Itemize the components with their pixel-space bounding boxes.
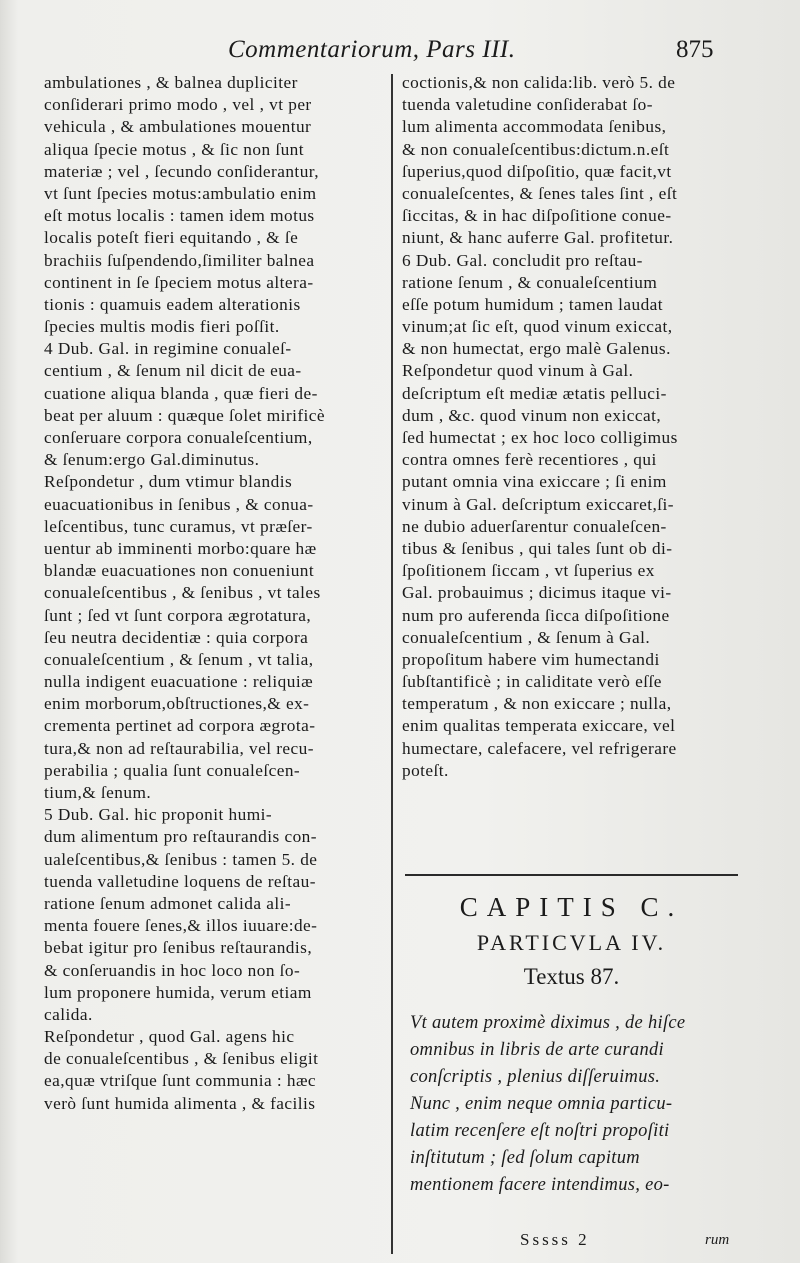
text-line: niunt, & hanc auferre Gal. profitetur. <box>402 228 674 248</box>
text-line: perabilia ; qualia ſunt conualeſcen- <box>44 760 301 780</box>
text-line: bebat igitur pro ſenibus reſtaurandis, <box>44 938 313 958</box>
text-line: & non humectat, ergo malè Galenus. <box>402 339 671 359</box>
text-line: euacuationibus in ſenibus , & conua- <box>44 494 314 514</box>
text-line: & conſeruandis in hoc loco non ſo- <box>44 960 301 980</box>
text-line: Reſpondetur , dum vtimur blandis <box>44 472 293 492</box>
textus-line: conſcriptis , plenius diſſeruimus. <box>410 1067 661 1087</box>
text-line: continent in ſe ſpeciem motus altera- <box>44 272 314 292</box>
text-line: 5 Dub. Gal. hic proponit humi- <box>44 805 273 825</box>
signature-mark: Sssss 2 <box>520 1230 590 1249</box>
text-line: 6 Dub. Gal. concludit pro reſtau- <box>402 250 643 270</box>
text-line: dum , &c. quod vinum non exiccat, <box>402 405 662 425</box>
text-line: eſſe potum humidum ; tamen laudat <box>402 294 664 314</box>
text-line: ratione ſenum , & conualeſcentium <box>402 272 658 292</box>
particula-heading: PARTICVLA IV. <box>476 930 667 955</box>
text-line: propoſitum habere vim humectandi <box>402 649 660 669</box>
section-rule <box>405 874 738 876</box>
text-line: conſeruare corpora conualeſcentium, <box>44 428 313 447</box>
column-divider <box>391 74 393 1254</box>
text-line: Reſpondetur , quod Gal. agens hic <box>44 1027 295 1047</box>
textus-quotation <box>410 1010 740 1199</box>
text-line: & non conualeſcentibus:dictum.n.eſt <box>402 139 670 159</box>
text-line: verò ſunt humida alimenta , & facilis <box>44 1093 316 1113</box>
text-line: ſpecies multis modis fieri poſſit. <box>44 317 280 337</box>
text-line: ſuperius,quod diſpoſitio, quæ facit,vt <box>402 161 672 181</box>
text-line: lum proponere humida, verum etiam <box>44 982 312 1002</box>
text-line: ratione ſenum admonet calida ali- <box>44 893 292 913</box>
text-line: blandæ euacuationes non conueniunt <box>44 561 315 581</box>
text-line: vehicula , & ambulationes mouentur <box>44 117 312 137</box>
text-line: 4 Dub. Gal. in regimine conualeſ- <box>44 339 292 359</box>
text-line: aliqua ſpecie motus , & ſic non ſunt <box>44 139 305 159</box>
text-line: dum alimentum pro reſtaurandis con- <box>44 827 317 847</box>
text-line: contra omnes ferè recentiores , qui <box>402 450 657 470</box>
text-line: crementa pertinet ad corpora ægrota- <box>44 716 316 736</box>
text-line: ea,quæ vtriſque ſunt communia : hæc <box>44 1071 317 1091</box>
text-line: tuenda valletudine loquens de reſtau- <box>44 871 316 891</box>
text-line: conualeſcentes, & ſenes tales ſint , eſt <box>402 183 678 203</box>
text-line: localis poteſt fieri equitando , & ſe <box>44 228 299 248</box>
text-line: Reſpondetur quod vinum à Gal. <box>402 361 634 381</box>
text-line: ſed humectat ; ex hoc loco colligimus <box>402 428 678 447</box>
text-line: materiæ ; vel , ſecundo conſiderantur, <box>44 161 320 181</box>
textus-line: Vt autem proximè diximus , de hiſce <box>410 1013 686 1033</box>
text-line: vt ſunt ſpecies motus:ambulatio enim <box>44 183 317 203</box>
text-line: ſpoſitionem ſiccam , vt ſuperius ex <box>402 561 655 581</box>
catchword: rum <box>705 1232 730 1248</box>
text-line: tura,& non ad reſtaurabilia, vel recu- <box>44 738 314 758</box>
text-line: ne dubio aduerſarentur conualeſcen- <box>402 516 667 536</box>
right-column <box>402 72 738 782</box>
text-line: vinum;at ſic eſt, quod vinum exiccat, <box>402 317 673 337</box>
text-line: num pro auferenda ſicca diſpoſitione <box>402 605 670 625</box>
text-line: centium , & ſenum nil dicit de eua- <box>44 361 302 381</box>
textus-heading: Textus 87. <box>523 964 620 989</box>
text-line: poteſt. <box>402 760 449 780</box>
running-head: Commentariorum, Pars III. <box>228 36 516 63</box>
text-line: humectare, calefacere, vel refrigerare <box>402 738 677 758</box>
text-line: ſunt ; ſed vt ſunt corpora ægrotatura, <box>44 605 312 625</box>
text-line: ſiccitas, & in hac diſpoſitione conue- <box>402 206 672 226</box>
textus-line: mentionem facere intendimus, eo- <box>410 1175 670 1195</box>
left-column <box>44 72 384 1115</box>
text-line: nulla indigent euacuatione : reliquiæ <box>44 672 314 692</box>
text-line: enim qualitas temperata exiccare, vel <box>402 716 676 736</box>
text-line: ambulationes , & balnea dupliciter <box>44 73 298 92</box>
text-line: brachiis ſuſpendendo,ſimiliter balnea <box>44 250 315 270</box>
textus-line: latim recenſere eſt noſtri propoſiti <box>410 1121 670 1141</box>
textus-line: Nunc , enim neque omnia particu- <box>410 1094 673 1114</box>
text-line: conualeſcentium , & ſenum , vt talia, <box>44 649 314 669</box>
text-line: ſubſtantificè ; in caliditate verò eſſe <box>402 672 662 692</box>
text-line: cuatione aliqua blanda , quæ fieri de- <box>44 383 318 403</box>
text-line: ſeu neutra decidentiæ : quia corpora <box>44 627 309 647</box>
text-line: uentur ab imminenti morbo:quare hæ <box>44 538 317 558</box>
text-line: tuenda valetudine conſiderabat ſo- <box>402 95 653 115</box>
text-line: tionis : quamuis eadem alterationis <box>44 294 301 314</box>
text-line: & ſenum:ergo Gal.diminutus. <box>44 450 260 470</box>
text-line: ualeſcentibus,& ſenibus : tamen 5. de <box>44 849 318 869</box>
page-number: 875 <box>676 36 714 63</box>
page-header <box>0 34 800 70</box>
textus-line: omnibus in libris de arte curandi <box>410 1040 664 1060</box>
text-line: beat per aluum : quæque ſolet mirificè <box>44 405 326 425</box>
text-line: menta fouere ſenes,& illos iuuare:de- <box>44 916 318 936</box>
text-line: conualeſcentium , & ſenum à Gal. <box>402 627 651 647</box>
text-line: conualeſcentibus , & ſenibus , vt tales <box>44 583 321 603</box>
text-line: tibus & ſenibus , qui tales ſunt ob di- <box>402 538 673 558</box>
text-line: leſcentibus, tunc curamus, vt præſer- <box>44 516 313 536</box>
text-line: eſt motus localis : tamen idem motus <box>44 206 315 226</box>
text-line: vinum à Gal. deſcriptum exiccaret,ſi- <box>402 494 674 514</box>
chapter-heading: CAPITIS C. <box>459 892 684 922</box>
text-line: de conualeſcentibus , & ſenibus eligit <box>44 1049 319 1069</box>
text-line: temperatum , & non exiccare ; nulla, <box>402 694 672 714</box>
text-line: conſiderari primo modo , vel , vt per <box>44 95 312 115</box>
text-line: tium,& ſenum. <box>44 783 152 802</box>
text-line: Gal. probauimus ; dicimus itaque vi- <box>402 583 672 603</box>
textus-line: inſtitutum ; ſed ſolum capitum <box>410 1148 640 1168</box>
text-line: coctionis,& non calida:lib. verò 5. de <box>402 73 676 92</box>
text-line: lum alimenta accommodata ſenibus, <box>402 117 667 137</box>
text-line: deſcriptum eſt mediæ ætatis pelluci- <box>402 383 667 403</box>
text-line: calida. <box>44 1004 93 1024</box>
text-line: putant omnia vina exiccare ; ſi enim <box>402 472 667 492</box>
text-line: enim morborum,obſtructiones,& ex- <box>44 694 310 714</box>
